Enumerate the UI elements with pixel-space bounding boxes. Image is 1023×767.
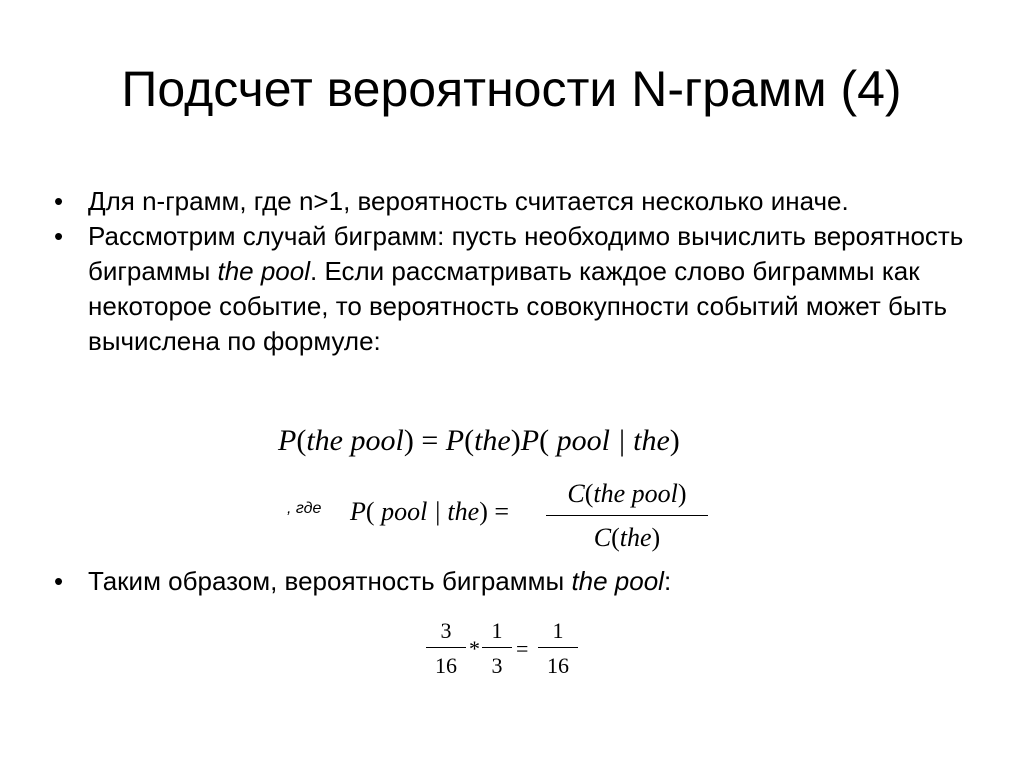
formula-symbol: P <box>278 424 297 457</box>
bullet-text: Таким образом, вероятность биграммы <box>88 566 572 596</box>
formula-argument: the <box>474 424 511 457</box>
formula-joint-probability: P(the pool) = P(the)P( pool | the) <box>278 424 680 457</box>
fraction-3-16 <box>426 618 466 679</box>
bullet-item <box>52 564 982 599</box>
bullet-text: Для n-грамм, где n>1, вероятность считается несколько иначе. <box>88 186 849 216</box>
formula-symbol: C <box>567 479 585 508</box>
multiply-sign: * <box>469 636 480 661</box>
formula-symbol: P <box>350 497 366 526</box>
fraction-bar <box>538 647 578 648</box>
bullet-text-continued: : <box>663 566 672 596</box>
formula-conditional-fraction <box>546 476 708 554</box>
equals-sign: = <box>494 497 510 526</box>
bullet-marker: • <box>54 566 64 596</box>
fraction-numerator: 3 <box>440 618 452 643</box>
fraction-bar <box>426 647 466 648</box>
bullet-marker: • <box>54 221 64 251</box>
fraction-1-16 <box>538 618 578 679</box>
fraction-numerator: 1 <box>491 618 503 643</box>
bullet-item <box>52 219 982 359</box>
fraction-denominator: 16 <box>435 653 457 678</box>
bullet-marker: • <box>54 186 64 216</box>
fraction-bar <box>546 515 708 516</box>
bullet-italic-term: the pool <box>217 256 311 286</box>
bullet-list-2 <box>52 564 982 599</box>
formula-argument: the pool <box>593 479 678 508</box>
bullet-text-continued: . Если рассматривать каждое слово биграммы как некоторое событие, то вероятность совокупности событий может быть вычислена по формуле: <box>88 256 948 356</box>
bullet-item <box>52 184 982 219</box>
formula-argument: the pool <box>306 424 404 457</box>
fraction-denominator: 3 <box>491 653 503 678</box>
fraction-numerator: 1 <box>552 618 564 643</box>
formula-argument: pool | the <box>556 424 670 457</box>
fraction-1-3 <box>482 618 512 679</box>
equals-sign: = <box>421 424 439 457</box>
formula-conditional-lhs: P( pool | the) = <box>350 497 510 526</box>
formula-symbol: C <box>593 523 612 552</box>
bullet-italic-term: the pool <box>571 566 664 596</box>
fraction-bar <box>482 647 512 648</box>
formula-prefix-where: , где <box>287 500 322 517</box>
fraction-denominator: 16 <box>547 653 569 678</box>
slide-title: Подсчет вероятности N-грамм (4) <box>121 61 902 117</box>
formula-argument: the <box>619 523 652 552</box>
fraction-numerator: C(the pool) <box>567 479 687 508</box>
equals-sign: = <box>516 636 529 661</box>
formula-argument: pool | the <box>381 497 480 526</box>
fraction-denominator: C(the) <box>593 523 661 552</box>
bullet-list <box>52 184 982 359</box>
bullet-text: Рассмотрим случай биграмм: пусть необходимо вычислить вероятность биграммы <box>88 221 964 286</box>
formula-symbol: P <box>520 424 540 457</box>
formula-symbol: P <box>445 424 465 457</box>
